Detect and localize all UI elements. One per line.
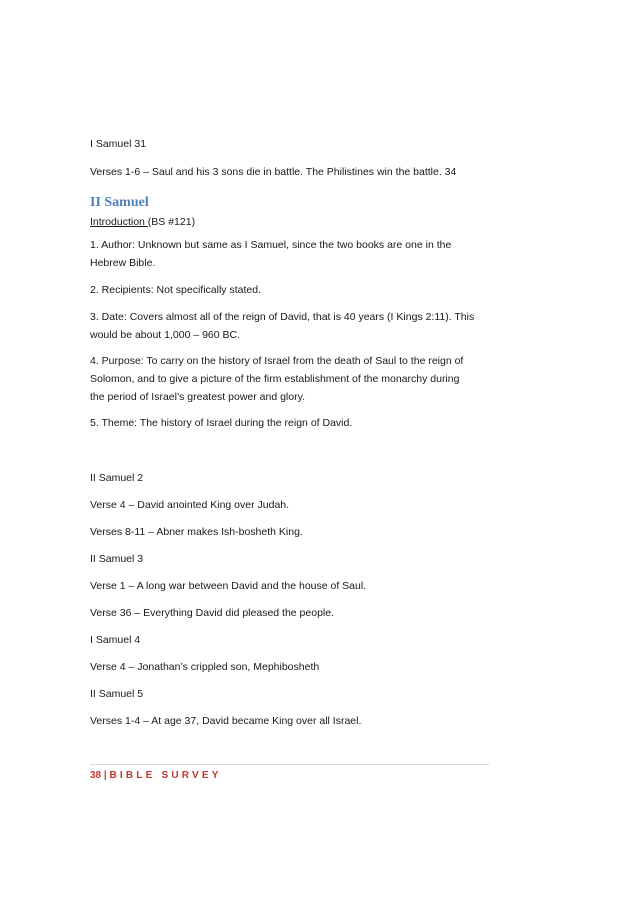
footer-divider	[90, 764, 489, 765]
chapter-ref: I Samuel 4	[90, 634, 141, 646]
intro-link[interactable]: Introduction	[90, 216, 148, 228]
page-number: 38	[90, 770, 102, 781]
verse-line: Verse 1 – A long war between David and the house of Saul.	[90, 580, 367, 592]
verse-line: Verses 1-6 – Saul and his 3 sons die in battle. The Philistines win the battle. 34	[90, 166, 457, 178]
point-theme: 5. Theme: The history of Israel during the reign of David.	[90, 417, 353, 429]
intro-note: (BS #121)	[147, 216, 196, 228]
chapter-ref: II Samuel 3	[90, 553, 144, 565]
verse-line: Verses 1-4 – At age 37, David became King over all Israel.	[90, 715, 362, 727]
point-recipients: 2. Recipients: Not specifically stated.	[90, 284, 261, 296]
chapter-ref: II Samuel 2	[90, 472, 144, 484]
point-purpose: 4. Purpose: To carry on the history of Israel from the death of Saul to the reign of Solomon, and to give a picture of the firm establishment of the monarchy during the period of Israel’s greatest power and glory.	[90, 355, 464, 403]
footer-separator: |	[101, 770, 110, 781]
chapter-ref: II Samuel 5	[90, 688, 144, 700]
page-footer	[90, 770, 222, 781]
verse-line: Verse 4 – Jonathan’s crippled son, Mephibosheth	[90, 661, 320, 673]
chapter-ref: I Samuel 31	[90, 138, 147, 150]
verse-line: Verses 8-11 – Abner makes Ish-bosheth King.	[90, 526, 303, 538]
verse-line: Verse 36 – Everything David did pleased the people.	[90, 607, 334, 619]
point-author: 1. Author: Unknown but same as I Samuel, since the two books are one in the Hebrew Bible.	[90, 239, 452, 269]
intro-line	[90, 213, 195, 231]
verse-line: Verse 4 – David anointed King over Judah.	[90, 499, 290, 511]
footer-title: BIBLE SURVEY	[109, 770, 222, 781]
section-heading: II Samuel	[90, 195, 149, 210]
point-date: 3. Date: Covers almost all of the reign of David, that is 40 years (I Kings 2:11). This would be about 1,000 – 960 BC.	[90, 311, 475, 341]
